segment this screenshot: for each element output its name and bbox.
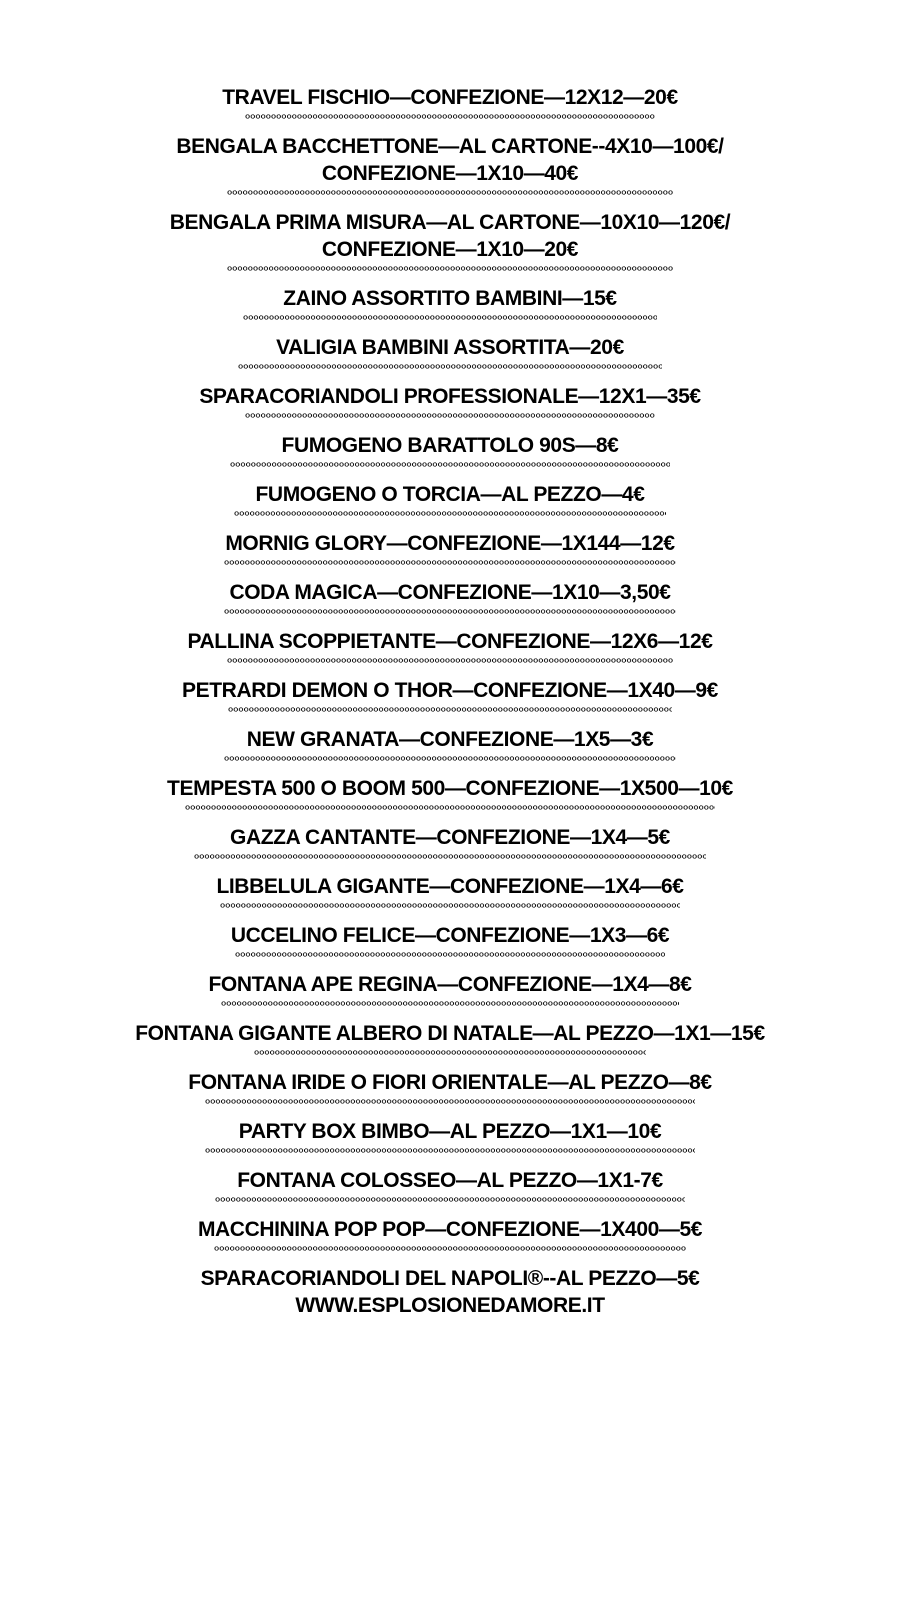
dotted-divider [224,609,676,614]
item-text: NEW GRANATA—CONFEZIONE—1X5—3€ [246,728,654,751]
item-text: PETRARDI DEMON O THOR—CONFEZIONE—1X40—9€ [182,679,718,702]
item-text: CODA MAGICA—CONFEZIONE—1X10—3,50€ [229,581,671,604]
item-text: FONTANA APE REGINA—CONFEZIONE—1X4—8€ [208,973,692,996]
dotted-divider [227,658,673,663]
item-text: FONTANA GIGANTE ALBERO DI NATALE—AL PEZZO—1X1—15€ [135,1022,765,1045]
item-text: LIBBELULA GIGANTE—CONFEZIONE—1X4—6€ [216,875,684,898]
dotted-divider [205,1099,695,1104]
dotted-divider [245,413,655,418]
list-item [0,873,900,908]
item-text: SPARACORIANDOLI PROFESSIONALE—12X1—35€ [199,385,701,408]
list-item [0,133,900,195]
item-text: VALIGIA BAMBINI ASSORTITA—20€ [276,336,624,359]
dotted-divider [235,952,665,957]
list-item [0,775,900,810]
item-text: TEMPESTA 500 O BOOM 500—CONFEZIONE—1X500—10€ [167,777,733,800]
dotted-divider [245,114,655,119]
dotted-divider [215,1197,685,1202]
item-text: TRAVEL FISCHIO—CONFEZIONE—12X12—20€ [222,86,678,109]
item-text: GAZZA CANTANTE—CONFEZIONE—1X4—5€ [230,826,670,849]
item-text: FUMOGENO BARATTOLO 90S—8€ [281,434,619,457]
item-text: FONTANA IRIDE O FIORI ORIENTALE—AL PEZZO—8€ [188,1071,712,1094]
item-text: FONTANA COLOSSEO—AL PEZZO—1X1-7€ [237,1169,663,1192]
list-item [0,726,900,761]
footer-text: SPARACORIANDOLI DEL NAPOLI®--AL PEZZO—5€ WWW.ESPLOSIONEDAMORE.IT [200,1267,700,1317]
dotted-divider [220,903,680,908]
list-item [0,628,900,663]
footer-item [0,1265,900,1319]
item-text: BENGALA PRIMA MISURA—AL CARTONE—10X10—120€/ CONFEZIONE—1X10—20€ [169,211,731,261]
dotted-divider [254,1050,646,1055]
item-text: MACCHININA POP POP—CONFEZIONE—1X400—5€ [197,1218,703,1241]
list-item [0,334,900,369]
list-item [0,922,900,957]
item-text: PALLINA SCOPPIETANTE—CONFEZIONE—12X6—12€ [187,630,713,653]
list-item [0,209,900,271]
list-item [0,285,900,320]
item-text: UCCELINO FELICE—CONFEZIONE—1X3—6€ [230,924,670,947]
list-item [0,1020,900,1055]
dotted-divider [224,756,676,761]
dotted-divider [227,190,673,195]
item-text: MORNIG GLORY—CONFEZIONE—1X144—12€ [225,532,675,555]
item-text: FUMOGENO O TORCIA—AL PEZZO—4€ [255,483,645,506]
list-item [0,432,900,467]
list-item [0,383,900,418]
list-item [0,530,900,565]
dotted-divider [214,1246,686,1251]
list-item [0,1118,900,1153]
list-item [0,481,900,516]
item-text: ZAINO ASSORTITO BAMBINI—15€ [283,287,617,310]
list-item [0,1167,900,1202]
dotted-divider [227,266,673,271]
dotted-divider [205,1148,695,1153]
dotted-divider [228,707,672,712]
item-text: PARTY BOX BIMBO—AL PEZZO—1X1—10€ [238,1120,662,1143]
dotted-divider [243,315,657,320]
list-item [0,84,900,119]
item-text: BENGALA BACCHETTONE—AL CARTONE--4X10—100€/ CONFEZIONE—1X10—40€ [176,135,724,185]
dotted-divider [230,462,670,467]
list-item [0,677,900,712]
list-item [0,971,900,1006]
list-item [0,579,900,614]
list-item [0,1216,900,1251]
dotted-divider [224,560,676,565]
dotted-divider [185,805,715,810]
list-item [0,824,900,859]
list-item [0,1069,900,1104]
dotted-divider [194,854,706,859]
dotted-divider [221,1001,679,1006]
dotted-divider [238,364,662,369]
dotted-divider [234,511,666,516]
